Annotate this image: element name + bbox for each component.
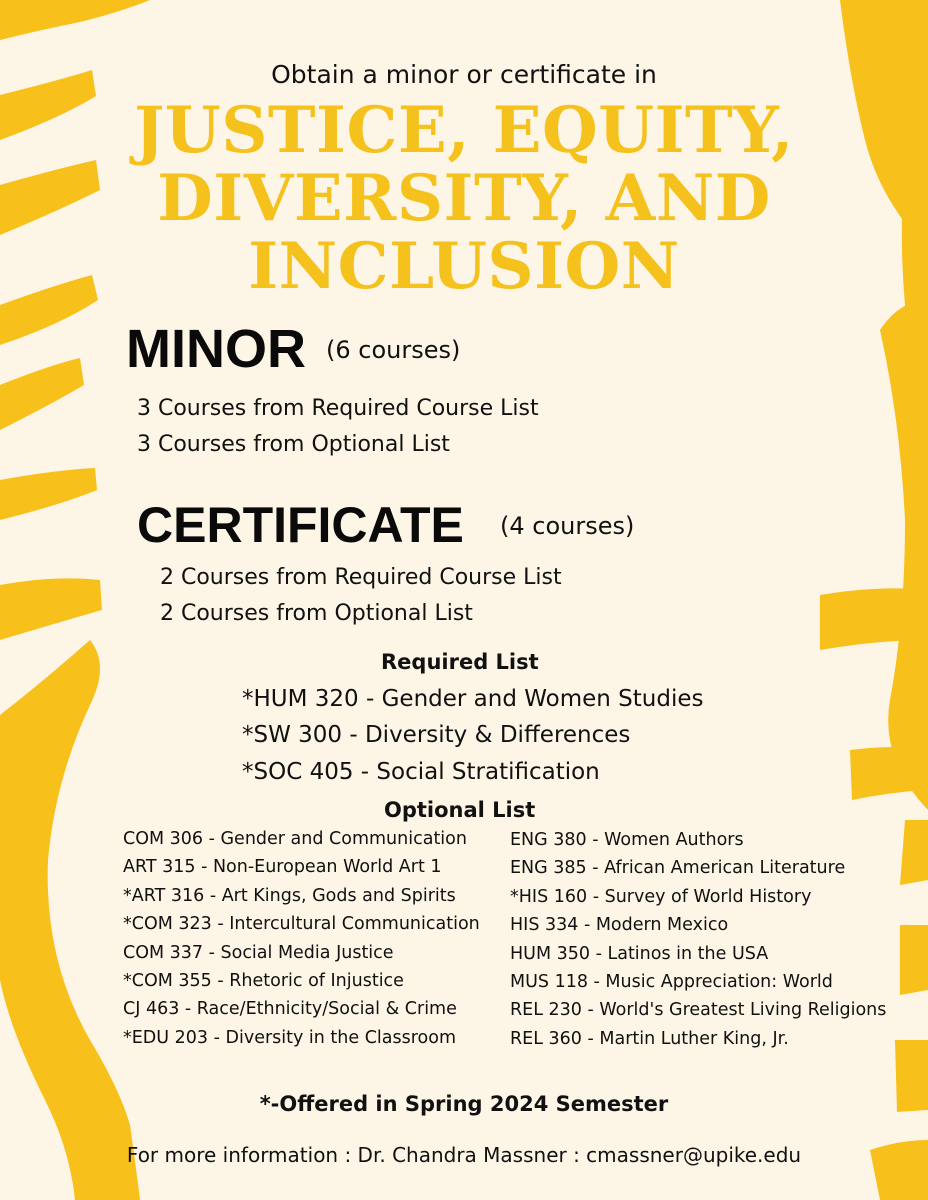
title-line-3: INCLUSION (248, 229, 680, 304)
optional-item: REL 360 - Martin Luther King, Jr. (510, 1028, 789, 1049)
title-line-2: DIVERSITY, AND (157, 161, 771, 236)
optional-item: COM 306 - Gender and Communication (123, 829, 467, 849)
optional-item: COM 337 - Social Media Justice (123, 942, 394, 963)
optional-item: ENG 385 - African American Literature (510, 858, 846, 879)
optional-list-title: Optional List (384, 798, 536, 822)
spring-offering-note: *-Offered in Spring 2024 Semester (259, 1092, 669, 1116)
certificate-count: (4 courses) (500, 512, 635, 540)
stripe-right-mid (880, 300, 928, 810)
minor-line-2: 3 Courses from Optional List (137, 432, 450, 457)
minor-count: (6 courses) (326, 336, 461, 364)
intro-text: Obtain a minor or certificate in (271, 60, 657, 89)
stripe-left-top (0, 0, 150, 40)
optional-item: ART 315 - Non-European World Art 1 (123, 857, 442, 878)
optional-item: *HIS 160 - Survey of World History (510, 886, 812, 907)
required-item-3: *SOC 405 - Social Stratification (242, 759, 600, 785)
stripe-right-3 (900, 820, 928, 885)
optional-item: HIS 334 - Modern Mexico (510, 915, 729, 936)
optional-item: *ART 316 - Art Kings, Gods and Spirits (123, 885, 456, 906)
stripe-left-4 (0, 358, 84, 430)
title-line-1: JUSTICE, EQUITY, (134, 93, 794, 168)
stripe-left-curve (0, 640, 140, 1200)
minor-heading: MINOR (126, 319, 306, 379)
optional-item: REL 230 - World's Greatest Living Religions (510, 1000, 887, 1021)
certificate-line-2: 2 Courses from Optional List (160, 601, 473, 626)
optional-item: *EDU 203 - Diversity in the Classroom (123, 1027, 457, 1048)
optional-item: ENG 380 - Women Authors (510, 830, 744, 850)
certificate-heading: CERTIFICATE (137, 497, 464, 553)
optional-item: HUM 350 - Latinos in the USA (510, 943, 769, 964)
required-list-title: Required List (381, 650, 539, 674)
contact-info: For more information : Dr. Chandra Massner : cmassner@upike.edu (126, 1143, 802, 1167)
stripe-left-5 (0, 468, 97, 520)
optional-list-left (123, 825, 480, 1052)
required-item-2: *SW 300 - Diversity & Differences (242, 722, 631, 748)
optional-item: *COM 355 - Rhetoric of Injustice (123, 970, 404, 991)
optional-item: MUS 118 - Music Appreciation: World (510, 971, 833, 992)
required-item-1: *HUM 320 - Gender and Women Studies (242, 686, 704, 712)
stripe-left-6 (0, 578, 102, 640)
certificate-line-1: 2 Courses from Required Course List (160, 565, 562, 590)
optional-list-right (510, 826, 886, 1053)
minor-line-1: 3 Courses from Required Course List (137, 396, 539, 421)
optional-item: *COM 323 - Intercultural Communication (123, 914, 480, 935)
optional-item: CJ 463 - Race/Ethnicity/Social & Crime (123, 999, 457, 1020)
stripe-right-4 (900, 925, 928, 995)
